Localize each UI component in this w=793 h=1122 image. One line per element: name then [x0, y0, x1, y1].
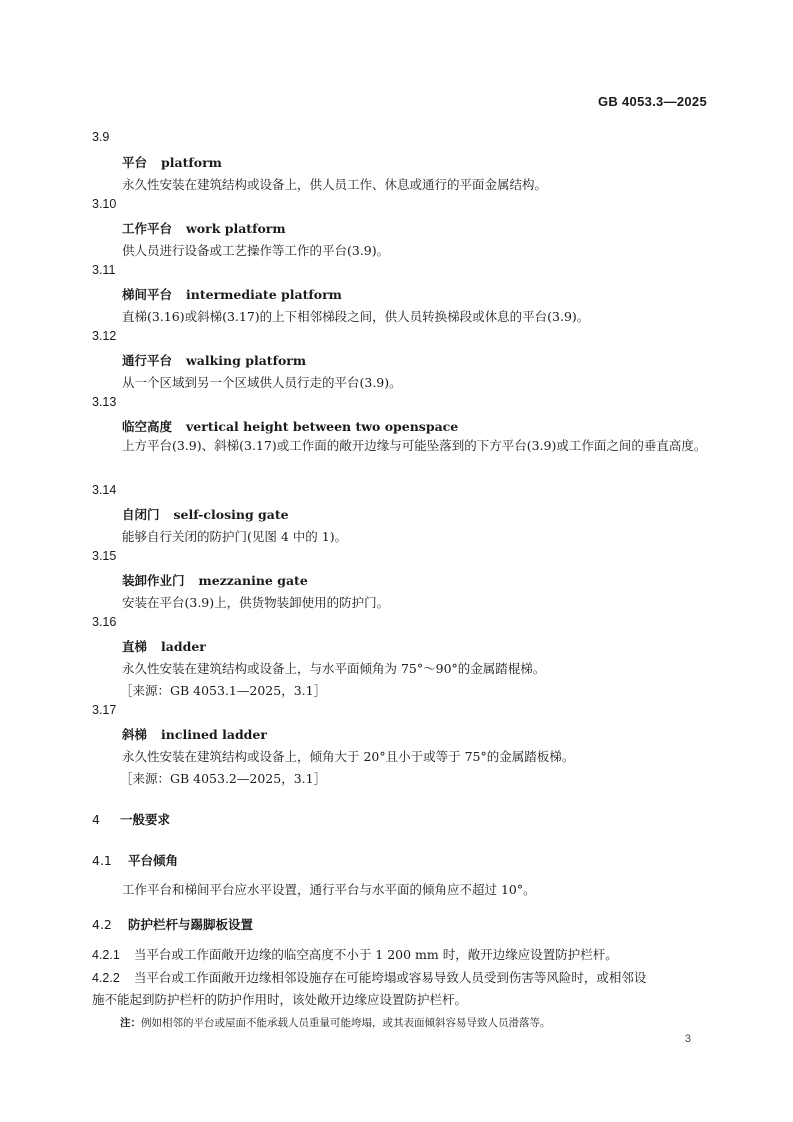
term-definition: 安装在平台(3.9)上，供货物装卸使用的防护门。: [122, 595, 390, 610]
note: [120, 1015, 551, 1030]
subsection-title: 平台倾角: [128, 853, 179, 868]
page-number: 3: [684, 1033, 691, 1045]
term-definition: 上方平台(3.9)、斜梯(3.17)或工作面的敞开边缘与可能坠落到的下方平台(3.9)或工作面之间的垂直高度。: [122, 438, 707, 453]
term-definition: 永久性安装在建筑结构或设备上，供人员工作、休息或通行的平面金属结构。: [122, 177, 548, 192]
term-english: work platform: [186, 221, 286, 236]
term-source: ［来源：GB 4053.2—2025，3.1］: [120, 771, 327, 786]
term-chinese: 直梯: [122, 639, 148, 654]
term-number: 3.12: [92, 329, 117, 343]
subsection-title: 防护栏杆与踢脚板设置: [128, 917, 254, 932]
term-english: inclined ladder: [161, 727, 267, 742]
term-chinese: 通行平台: [122, 353, 173, 368]
term-chinese: 梯间平台: [122, 287, 173, 302]
term-definition: 直梯(3.16)或斜梯(3.17)的上下相邻梯段之间，供人员转换梯段或休息的平台(3.9)。: [122, 309, 590, 324]
term-heading: [122, 285, 342, 303]
term-chinese: 装卸作业门: [122, 573, 185, 588]
clause-4-2-2: [92, 968, 646, 986]
term-definition: 能够自行关闭的防护门(见图 4 中的 1)。: [122, 529, 348, 544]
term-number: 3.16: [92, 615, 117, 629]
clause-number: 4.2.1: [92, 948, 120, 962]
term-number: 3.14: [92, 483, 117, 497]
term-number: 3.9: [92, 130, 110, 144]
term-source: ［来源：GB 4053.1—2025，3.1］: [120, 683, 327, 698]
subsection-number: 4.1: [92, 853, 112, 868]
section-number: 4: [92, 812, 100, 827]
term-heading: [122, 725, 267, 743]
clause-text: 工作平台和梯间平台应水平设置，通行平台与水平面的倾角应不超过 10°。: [122, 882, 536, 897]
clause-4-2-1: [92, 945, 618, 963]
term-heading: [122, 571, 308, 589]
term-english: self-closing gate: [173, 507, 289, 522]
term-english: ladder: [161, 639, 206, 654]
term-definition: 供人员进行设备或工艺操作等工作的平台(3.9)。: [122, 243, 390, 258]
term-chinese: 自闭门: [122, 507, 160, 522]
term-number: 3.11: [92, 263, 116, 277]
subsection-number: 4.2: [92, 917, 112, 932]
term-english: mezzanine gate: [198, 573, 308, 588]
term-number: 3.15: [92, 549, 117, 563]
section-heading: [92, 810, 170, 828]
term-number: 3.17: [92, 703, 117, 717]
clause-text: 当平台或工作面敞开边缘相邻设施存在可能垮塌或容易导致人员受到伤害等风险时，或相邻设: [133, 970, 647, 985]
standard-number: GB 4053.3—2025: [598, 94, 707, 109]
term-definition: 永久性安装在建筑结构或设备上，与水平面倾角为 75°～90°的金属踏棍梯。: [122, 661, 546, 676]
term-english: walking platform: [186, 353, 307, 368]
term-definition: 永久性安装在建筑结构或设备上，倾角大于 20°且小于或等于 75°的金属踏板梯。: [122, 749, 575, 764]
clause-text-continuation: 施不能起到防护栏杆的防护作用时，该处敞开边缘应设置防护栏杆。: [92, 992, 468, 1007]
term-heading: [122, 219, 286, 237]
term-heading: [122, 505, 289, 523]
term-chinese: 临空高度: [122, 419, 173, 434]
term-definition: 从一个区域到另一个区域供人员行走的平台(3.9)。: [122, 375, 402, 390]
term-heading: [122, 637, 206, 655]
term-chinese: 斜梯: [122, 727, 148, 742]
term-heading: [122, 153, 222, 171]
term-chinese: 平台: [122, 155, 148, 170]
note-label: 注：: [120, 1017, 141, 1029]
term-number: 3.13: [92, 395, 117, 409]
term-chinese: 工作平台: [122, 221, 173, 236]
clause-text: 当平台或工作面敞开边缘的临空高度不小于 1 200 mm 时，敞开边缘应设置防护栏杆。: [133, 947, 618, 962]
term-english: intermediate platform: [186, 287, 342, 302]
subsection-heading: [92, 915, 253, 933]
term-number: 3.10: [92, 197, 117, 211]
clause-number: 4.2.2: [92, 971, 120, 985]
term-english: vertical height between two openspace: [186, 419, 459, 434]
term-english: platform: [161, 155, 222, 170]
term-heading: [122, 417, 458, 435]
note-text: 例如相邻的平台或屋面不能承载人员重量可能垮塌，或其表面倾斜容易导致人员滑落等。: [141, 1017, 551, 1029]
term-heading: [122, 351, 306, 369]
subsection-heading: [92, 851, 178, 869]
section-title: 一般要求: [120, 812, 171, 827]
